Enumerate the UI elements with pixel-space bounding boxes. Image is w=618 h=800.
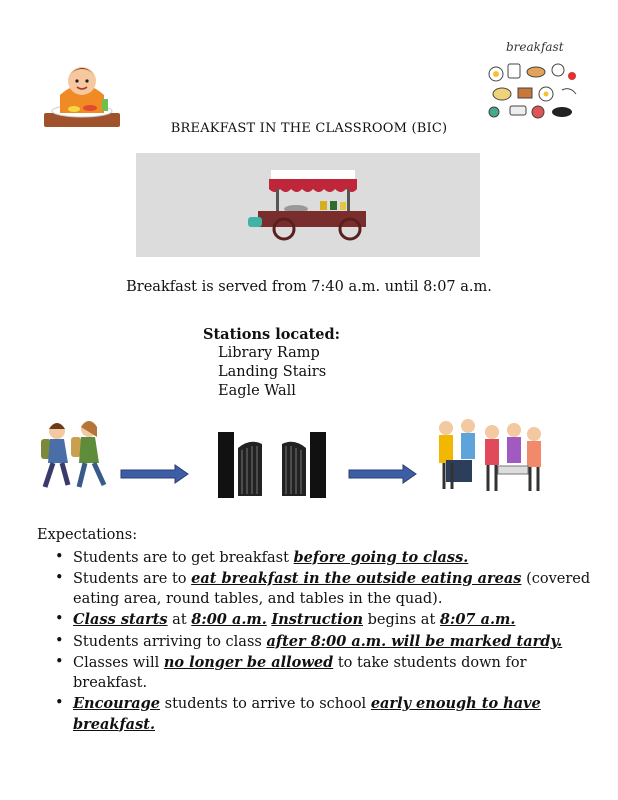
serving-hours-text: Breakfast is served from 7:40 a.m. until 8:07 a.m. <box>126 279 492 295</box>
emphasized-text: Instruction <box>271 611 364 628</box>
emphasized-text: 8:00 a.m. <box>191 611 267 628</box>
expectation-text: students to arrive to school <box>160 696 371 712</box>
breakfast-logo-text: breakfast <box>506 40 564 54</box>
page-title: BREAKFAST IN THE CLASSROOM (BIC) <box>170 121 448 136</box>
boy-eating-breakfast-illustration <box>40 55 124 131</box>
stations-heading: Stations located: <box>203 326 341 343</box>
school-gate-icon <box>218 432 326 498</box>
expectations-heading: Expectations: <box>37 527 138 543</box>
emphasized-text: Class starts <box>73 611 168 628</box>
emphasized-text: 8:07 a.m. <box>439 611 516 628</box>
expectation-item <box>73 610 597 631</box>
stations-block <box>203 325 340 401</box>
expectation-text: to take students down for breakfast. <box>73 655 527 691</box>
emphasized-text: no longer be allowed <box>163 654 334 671</box>
expectation-text: at <box>167 612 192 628</box>
expectation-text: Students arriving to class <box>73 633 267 650</box>
expectations-section <box>37 526 597 736</box>
expectation-text: begins at <box>363 612 440 628</box>
expectation-item <box>73 569 597 609</box>
station-item: Library Ramp <box>218 345 320 361</box>
expectations-list <box>37 548 597 736</box>
students-walking-illustration <box>35 417 117 499</box>
emphasized-text: before going to class. <box>293 548 469 566</box>
arrow-right-icon <box>348 464 418 484</box>
station-item: Eagle Wall <box>218 383 296 399</box>
expectation-text: Classes will <box>73 655 164 671</box>
arrow-right-icon <box>120 464 190 484</box>
emphasized-text: eat breakfast in the outside eating areas <box>191 570 522 587</box>
emphasized-text: early enough to have breakfast. <box>73 695 541 733</box>
breakfast-cart-illustration <box>136 153 480 257</box>
emphasized-text: after 8:00 a.m. will be marked tardy. <box>266 632 563 650</box>
expectation-item <box>73 653 597 693</box>
expectation-text: Students are to <box>73 571 192 587</box>
emphasized-text: Encourage <box>73 695 161 712</box>
station-item: Landing Stairs <box>218 364 327 380</box>
expectation-text: (covered eating area, round tables, and tables in the quad). <box>73 571 591 607</box>
expectation-text: Students are to get breakfast <box>73 549 294 566</box>
breakfast-doodles-illustration <box>482 40 582 125</box>
expectation-item <box>73 632 597 653</box>
students-at-breakfast-station-illustration <box>432 414 548 498</box>
breakfast-cart-panel <box>136 153 480 257</box>
expectation-item <box>73 694 597 735</box>
expectation-item <box>73 548 597 569</box>
